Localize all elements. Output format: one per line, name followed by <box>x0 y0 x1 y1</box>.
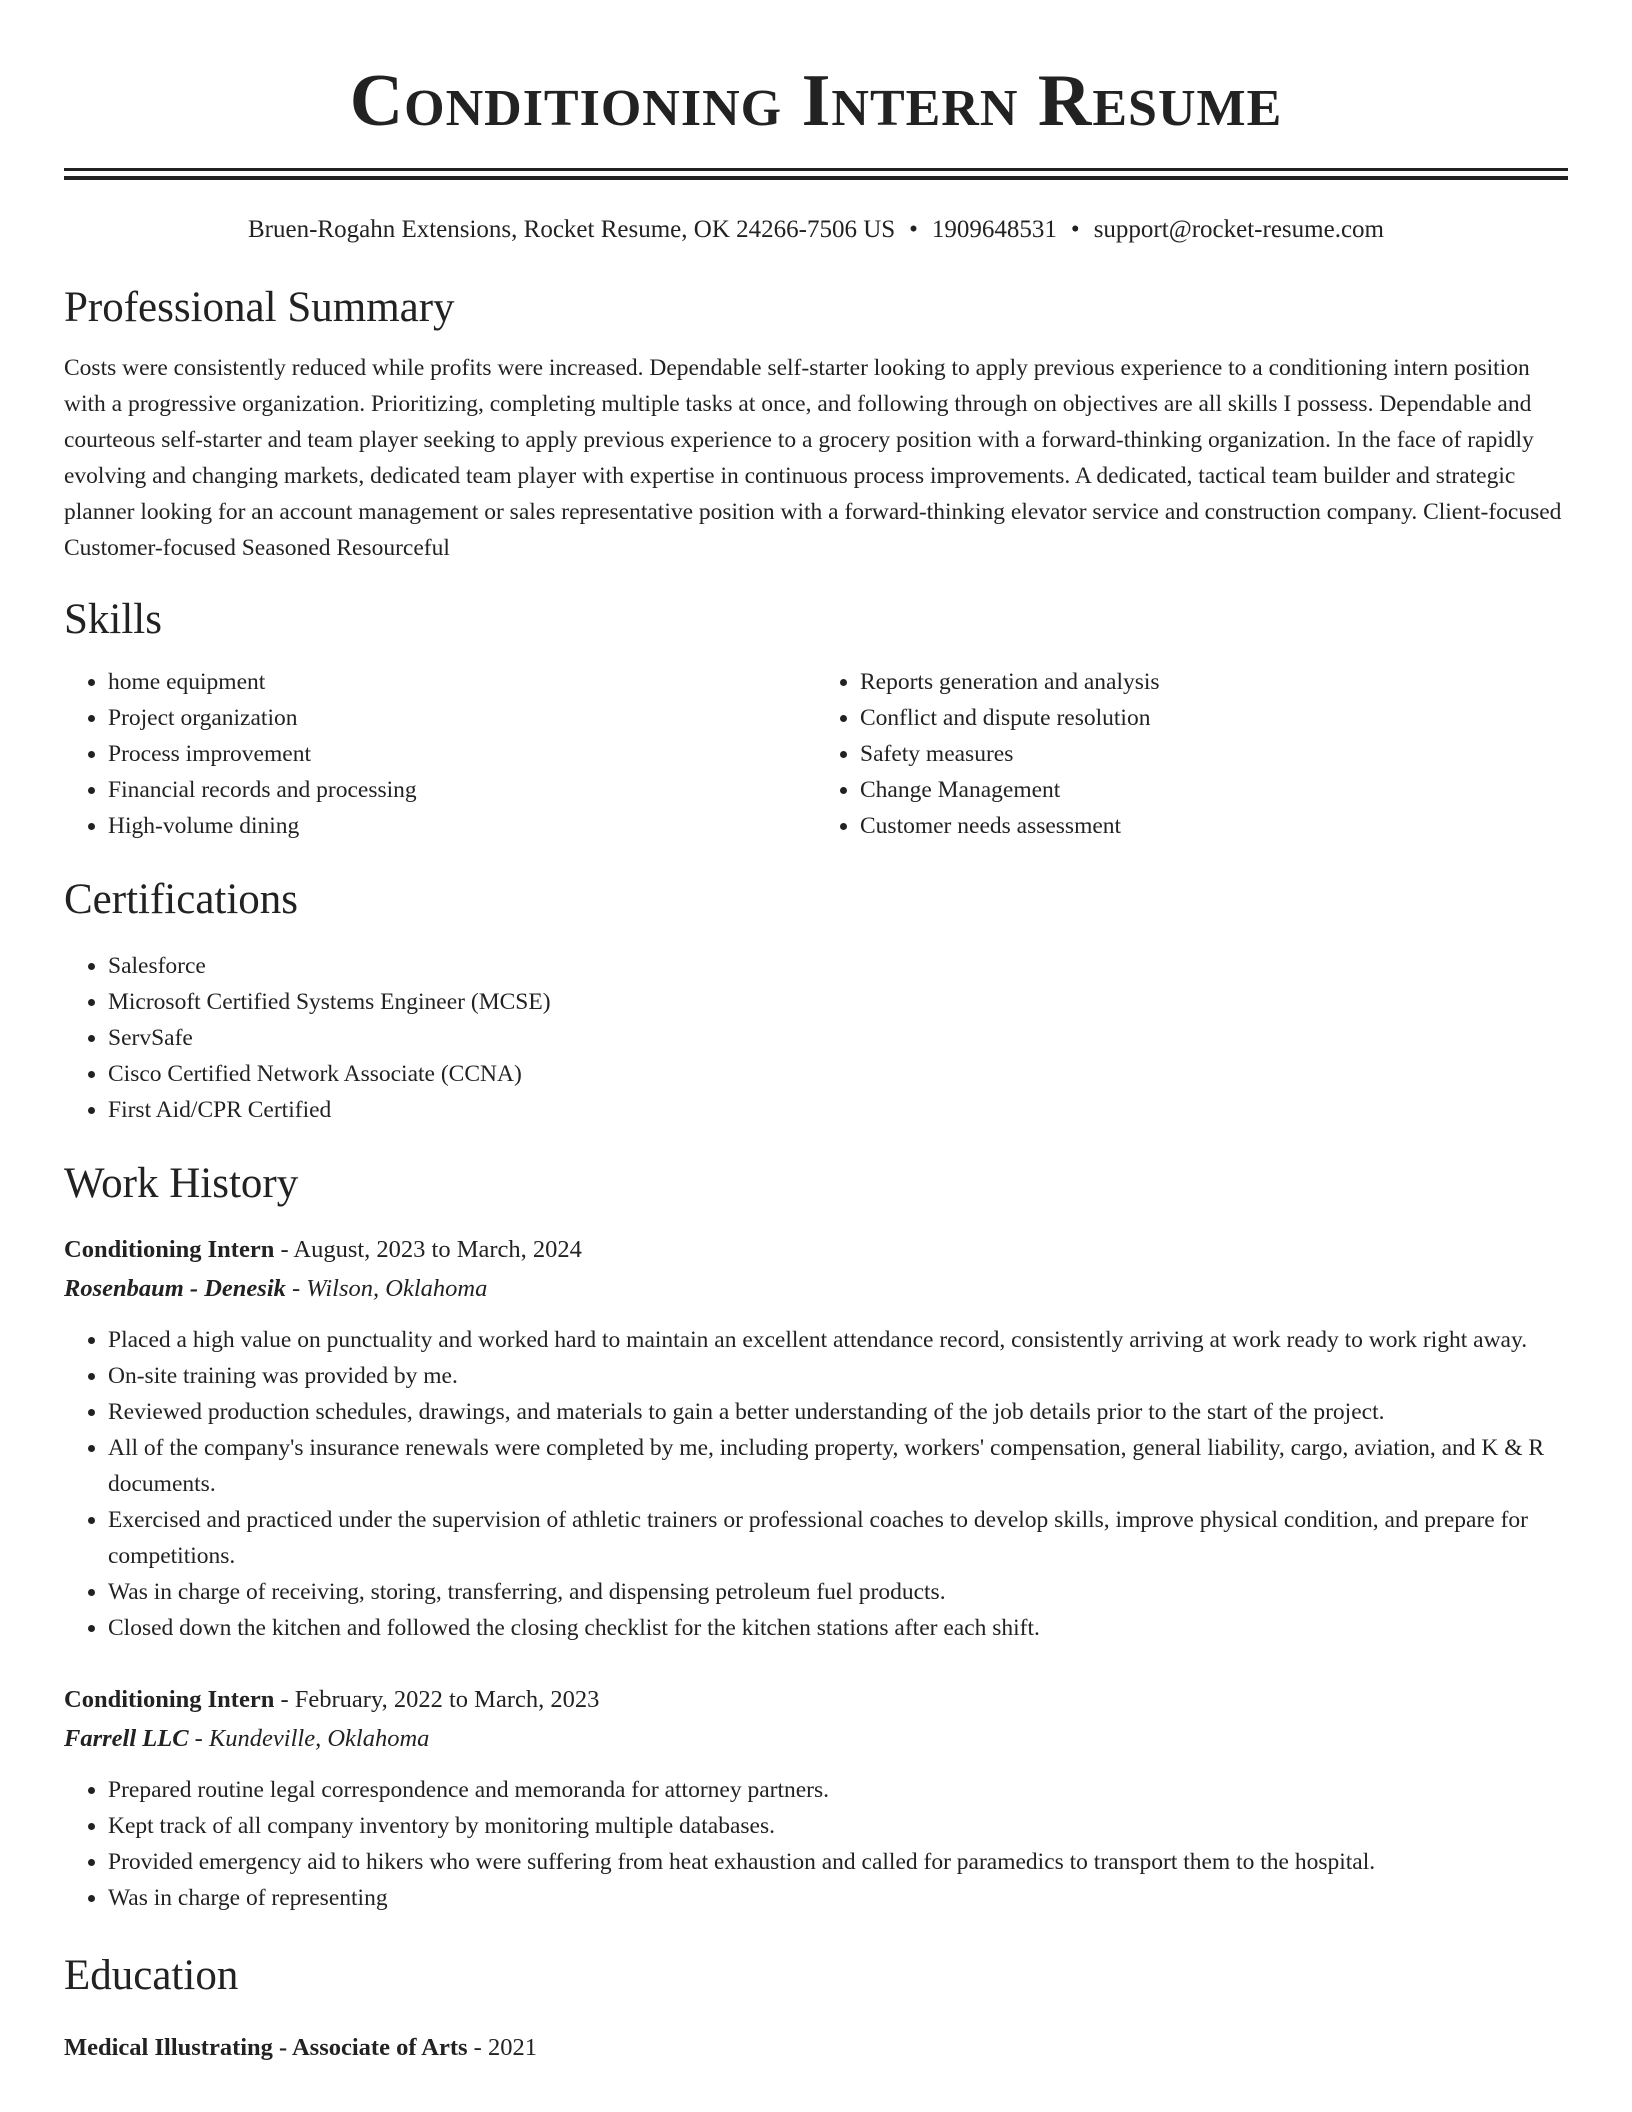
contact-separator: • <box>909 216 918 243</box>
certification-item: • Salesforce <box>108 948 1568 984</box>
education-year: - 2021 <box>467 2034 537 2061</box>
education-degree: Medical Illustrating - Associate of Arts <box>64 2034 468 2061</box>
summary-text: Costs were consistently reduced while profits were increased. Dependable self-starter looking to apply previous experience to a conditioning intern position with a progressive organization. Prioritizing, completing multiple tasks at once, and following through on objectives are all skills I possess. Dependable and courteous self-starter and team player seeking to apply previous experience to a grocery position with a forward-thinking organization. In the face of rapidly evolving and changing markets, dedicated team player with expertise in continuous process improvements. A dedicated, tactical team builder and strategic planner looking for an account management or sales representative position with a forward-thinking elevator service and construction company. Client-focused Customer-focused Seasoned Resourceful <box>64 355 1562 561</box>
skills-heading: Skills <box>64 596 162 643</box>
skills-list-left <box>64 664 816 844</box>
job-duty: • Closed down the kitchen and followed the closing checklist for the kitchen stations after each shift. <box>108 1610 1568 1646</box>
title-double-rule <box>64 168 1568 180</box>
skill-item: • High-volume dining <box>108 808 816 844</box>
education-heading: Education <box>64 1952 239 1999</box>
skill-item: • Change Management <box>860 772 1568 808</box>
certifications-heading: Certifications <box>64 876 299 923</box>
certification-item: • ServSafe <box>108 1020 1568 1056</box>
job-role: Conditioning Intern <box>64 1686 275 1713</box>
job-duty: • Was in charge of representing <box>108 1880 1568 1916</box>
skill-item: • home equipment <box>108 664 816 700</box>
skill-item: • Project organization <box>108 700 816 736</box>
job-entry <box>64 1680 1568 1916</box>
contact-email: support@rocket-resume.com <box>1093 216 1384 243</box>
job-role: Conditioning Intern <box>64 1236 275 1263</box>
skill-item: • Process improvement <box>108 736 816 772</box>
certification-item: • First Aid/CPR Certified <box>108 1092 1568 1128</box>
job-duty: • Exercised and practiced under the supervision of athletic trainers or professional coaches to develop skills, improve physical condition, and prepare for competitions. <box>108 1502 1568 1574</box>
contact-line <box>64 214 1568 246</box>
job-dates: - February, 2022 to March, 2023 <box>274 1686 600 1713</box>
job-duty: • On-site training was provided by me. <box>108 1358 1568 1394</box>
certifications-section <box>64 874 1568 1128</box>
job-location: - Kundeville, Oklahoma <box>188 1725 430 1752</box>
work-history-section <box>64 1158 1568 1916</box>
summary-heading: Professional Summary <box>64 284 455 331</box>
job-duties-list <box>64 1322 1568 1646</box>
job-company-line <box>64 1270 1568 1308</box>
job-company: Rosenbaum - Denesik <box>64 1275 286 1302</box>
job-location: - Wilson, Oklahoma <box>285 1275 488 1302</box>
job-company: Farrell LLC <box>64 1725 189 1752</box>
job-duty: • Kept track of all company inventory by monitoring multiple databases. <box>108 1808 1568 1844</box>
skills-list-right <box>816 664 1568 844</box>
skills-section <box>64 594 1568 844</box>
job-company-line <box>64 1720 1568 1758</box>
skill-item: • Safety measures <box>860 736 1568 772</box>
contact-phone: 1909648531 <box>931 216 1057 243</box>
job-duty: • Provided emergency aid to hikers who were suffering from heat exhaustion and called for paramedics to transport them to the hospital. <box>108 1844 1568 1880</box>
job-duty: • Was in charge of receiving, storing, transferring, and dispensing petroleum fuel products. <box>108 1574 1568 1610</box>
skills-grid <box>64 664 1568 844</box>
resume-title: Conditioning Intern Resume <box>349 60 1283 142</box>
certification-item: • Cisco Certified Network Associate (CCNA) <box>108 1056 1568 1092</box>
job-title-line <box>64 1230 1568 1270</box>
certifications-list <box>64 948 1568 1128</box>
summary-section <box>64 282 1568 566</box>
contact-separator: • <box>1070 216 1080 243</box>
education-entry <box>64 2028 1568 2068</box>
certification-item: • Microsoft Certified Systems Engineer (MCSE) <box>108 984 1568 1020</box>
job-title-line <box>64 1680 1568 1720</box>
job-dates: - August, 2023 to March, 2024 <box>274 1236 582 1263</box>
job-duty: • Reviewed production schedules, drawings, and materials to gain a better understanding of the job details prior to the start of the project. <box>108 1394 1568 1430</box>
skill-item: • Conflict and dispute resolution <box>860 700 1568 736</box>
job-duty: • All of the company's insurance renewals were completed by me, including property, workers' compensation, general liability, cargo, aviation, and K & R documents. <box>108 1430 1568 1502</box>
skill-item: • Financial records and processing <box>108 772 816 808</box>
skill-item: • Customer needs assessment <box>860 808 1568 844</box>
job-duty: • Placed a high value on punctuality and worked hard to maintain an excellent attendance record, consistently arriving at work ready to work right away. <box>108 1322 1568 1358</box>
job-entry <box>64 1230 1568 1646</box>
job-duties-list <box>64 1772 1568 1916</box>
skill-item: • Reports generation and analysis <box>860 664 1568 700</box>
contact-address: Bruen-Rogahn Extensions, Rocket Resume, OK 24266-7506 US <box>248 216 896 243</box>
work-history-heading: Work History <box>64 1160 299 1207</box>
job-duty: • Prepared routine legal correspondence and memoranda for attorney partners. <box>108 1772 1568 1808</box>
education-section <box>64 1950 1568 2068</box>
